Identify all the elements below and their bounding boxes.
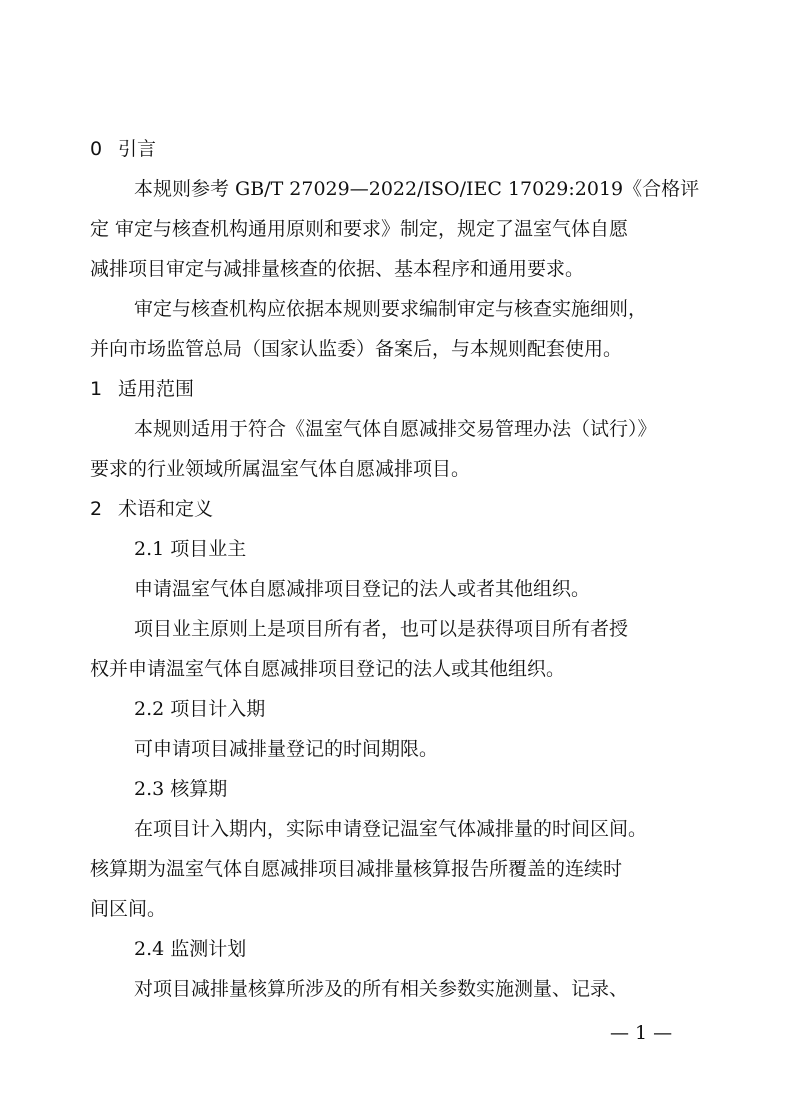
subsection-heading: 2.2 项目计入期 <box>134 698 266 720</box>
paragraph-line: 要求的行业领域所属温室气体自愿减排项目。 <box>90 458 471 480</box>
subsection-heading: 2.3 核算期 <box>134 778 228 800</box>
paragraph-line: 本规则适用于符合《温室气体自愿减排交易管理办法（试行）》 <box>134 418 657 440</box>
paragraph-line: 定 审定与核查机构通用原则和要求》制定，规定了温室气体自愿 <box>90 218 629 240</box>
section-title: 适用范围 <box>118 378 195 400</box>
section-title: 术语和定义 <box>118 498 214 520</box>
section-number: 0 <box>90 138 103 160</box>
section-heading-scope <box>90 377 194 401</box>
section-title: 引言 <box>118 138 157 160</box>
paragraph-line: 本规则参考 GB/T 27029—2022/ISO/IEC 17029:2019《合格评 <box>134 178 700 200</box>
paragraph-line: 项目业主原则上是项目所有者，也可以是获得项目所有者授 <box>134 618 629 640</box>
paragraph-line: 减排项目审定与减排量核查的依据、基本程序和通用要求。 <box>90 258 585 280</box>
paragraph-line: 权并申请温室气体自愿减排项目登记的法人或其他组织。 <box>90 658 566 680</box>
paragraph-line: 核算期为温室气体自愿减排项目减排量核算报告所覆盖的连续时 <box>90 858 623 880</box>
section-number: 1 <box>90 378 103 400</box>
subsection-heading: 2.4 监测计划 <box>134 938 247 960</box>
section-heading-intro <box>90 137 156 161</box>
page-number: — 1 — <box>610 1022 673 1044</box>
section-heading-terms <box>90 497 213 521</box>
paragraph-line: 可申请项目减排量登记的时间期限。 <box>134 738 439 760</box>
paragraph-line: 申请温室气体自愿减排项目登记的法人或者其他组织。 <box>134 578 591 600</box>
paragraph-line: 并向市场监管总局（国家认监委）备案后，与本规则配套使用。 <box>90 338 623 360</box>
subsection-heading: 2.1 项目业主 <box>134 538 247 560</box>
section-number: 2 <box>90 498 103 520</box>
paragraph-line: 在项目计入期内，实际申请登记温室气体减排量的时间区间。 <box>134 818 648 840</box>
paragraph-line: 间区间。 <box>90 898 167 920</box>
paragraph-line: 对项目减排量核算所涉及的所有相关参数实施测量、记录、 <box>134 978 629 1000</box>
paragraph-line: 审定与核查机构应依据本规则要求编制审定与核查实施细则， <box>134 298 648 320</box>
